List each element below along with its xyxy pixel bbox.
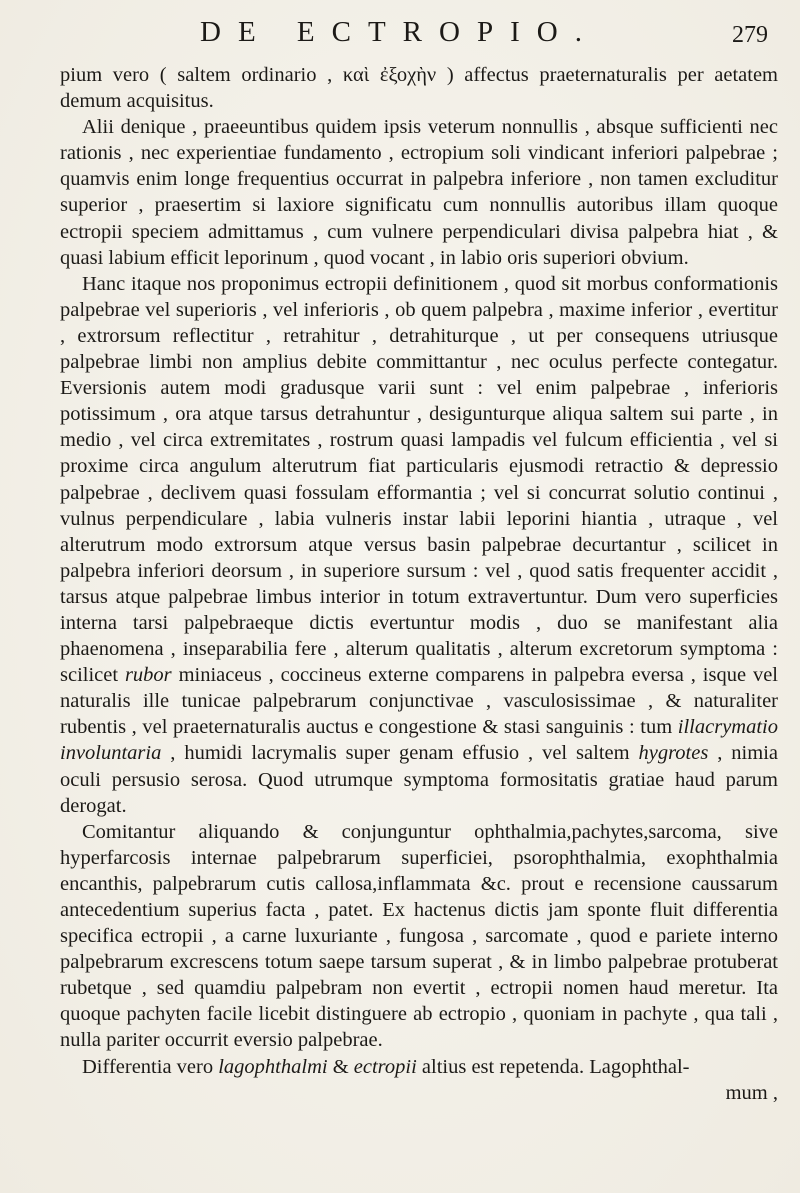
greek-text-run: καὶ ἐξοχὴν [342,64,437,86]
body-text [60,62,778,1106]
text-run: pium vero ( saltem ordinario , [60,64,343,86]
italic-term: lagophthalmi [218,1055,328,1078]
text-run: Differentia vero [82,1055,219,1078]
italic-term: hygrotes [638,742,709,765]
text-run: Hanc itaque nos proponimus ectropii definitionem , quod sit morbus conformationis palpebrae vel superioris , vel inferioris , ob quem palpebra , maxime inferior , evertitur , extrorsum reflectitur , retrahitur , detrahiturque , ut per consequens utriusque palpebrae limbi non amplius debite committantur , nec oculus perfecte contegatur. Eversionis autem modi gradusque varii sunt : vel enim palpebrae , inferioris potissimum , ora atque tarsus detrahuntur , desigunturque aliqua saltem sui parte , in medio , vel circa extremitates , rostrum quasi lampadis vel fulcum efficientia , vel si proxime circa angulum alterutrum fiat particularis ejusmodi retractio & depressio palpebrae , declivem quasi fossulam efformantia ; vel si concurrat solutio continui , vulnus perpendiculare , labia vulneris instar labii leporini hiantia , utraque , vel alterutrum modo extrorsum atque versus basin palpebrae decurtantur , scilicet in palpebra inferiori deorsum , in superiore sursum : vel , quod satis frequenter accidit , tarsus atque palpebrae limbus interior in totum extravertuntur. Dum vero superficies interna tarsi palpebraeque dictis evertuntur modis , duo se manifestant alia phaenomena , inseparabilia fere , alterum qualitatis , alterum excretorum symptoma : scilicet [60,272,778,687]
paragraph [60,271,778,819]
page-header [0,14,800,58]
italic-term: ectropii [353,1055,417,1078]
text-run: , humidi lacrymalis super genam effusio , vel saltem [161,742,639,765]
page-number: 279 [732,22,768,48]
text-run: miniaceus , coccineus externe comparens in palpebra eversa , isque vel naturalis ille tunicae palpebrarum conjunctivae , vasculosissimae , & naturaliter rubentis , vel praeternaturalis auctus e congestione & stasi sanguinis : tum [60,664,778,739]
text-run: Alii denique , praeeuntibus quidem ipsis veterum nonnullis , absque sufficienti nec rationis , nec experientiae fundamento , ectropium soli vindicant inferiori palpebrae ; quamvis enim longe frequentius occurrat in palpebra inferiore , non tamen excluditur superior , praesertim si laxiore significatu cum nonnullis autoribus illam quoque ectropii speciem admittamus , cum vulnere perpendiculari divisa palpebra hiat , & quasi labium efficit leporinum , quod vocant , in labio oris superiori obvium. [60,116,778,269]
text-run: , nimia oculi persusio serosa. Quod utrumque symptoma formositatis gratiae haud parum derogat. [60,742,778,817]
running-title: DE ECTROPIO. [200,16,599,48]
paragraph [60,819,778,1054]
paragraph [60,62,778,114]
paragraph [60,1054,778,1080]
text-run: & [327,1055,354,1078]
italic-term: illacrymatio involuntaria [60,716,778,765]
catchword: mum , [725,1081,778,1104]
text-run: Comitantur aliquando & conjunguntur ophthalmia,pachytes,sarcoma, sive hyperfarcosis internae palpebrarum superficiei, psorophthalmia, exophthalmia encanthis, palpebrarum cutis callosa,inflammata &c. prout e recensione caussarum antecedentium superius facta , patet. Ex hactenus dictis jam sponte fluit differentia specifica ectropii , a carne luxuriante , fungosa , sarcomate , quod e pariete interno palpebrarum excrescens totum saepe tarsum superat , & in limbo palpebrae protuberat rubetque , sed quamdiu palpebram non evertit , ectropii nomen haud meretur. Ita quoque pachyten facile licebit distinguere ab ectropio , quoniam in pachyte , qua tali , nulla pariter occurrit eversio palpebrae. [60,820,778,1052]
text-run: ) affectus praeternaturalis per aetatem demum acquisitus. [60,64,778,113]
paragraph [60,114,778,271]
text-run: altius est repetenda. Lagophthal- [416,1055,690,1078]
italic-term: rubor [124,664,172,687]
